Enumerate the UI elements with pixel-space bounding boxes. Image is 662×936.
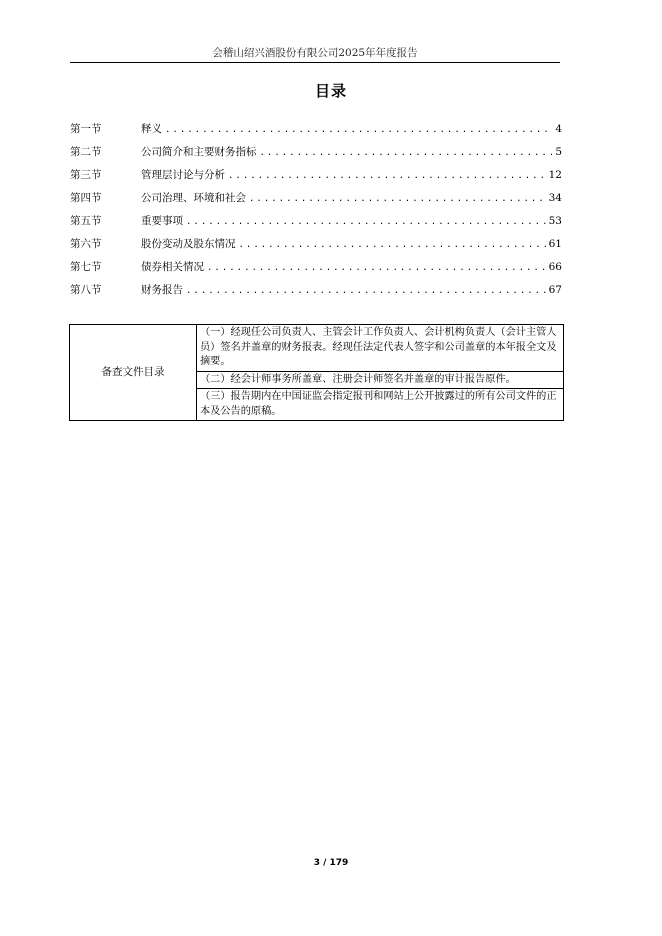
- toc-dot-leader: [186, 217, 546, 227]
- reference-document-item: （三）报告期内在中国证监会指定报刊和网站上公开披露过的所有公司文件的正本及公告的原稿。: [197, 389, 564, 421]
- toc-dot-leader: [260, 148, 553, 158]
- toc-page-number: 66: [548, 261, 562, 273]
- toc-section-name: 债券相关情况: [141, 261, 204, 273]
- toc-entry[interactable]: [70, 259, 562, 282]
- toc-page-number: 12: [548, 169, 562, 181]
- toc-entry[interactable]: [70, 167, 562, 190]
- table-row: [70, 325, 564, 372]
- toc-section-name: 公司简介和主要财务指标: [141, 146, 257, 158]
- page-number: 3 / 179: [313, 858, 349, 868]
- toc-page-number: 5: [555, 146, 562, 158]
- reference-documents-table: [69, 324, 564, 421]
- toc-entry[interactable]: [70, 213, 562, 236]
- reference-document-item: （二）经会计师事务所盖章、注册会计师签名并盖章的审计报告原件。: [197, 371, 564, 389]
- toc-section-name: 财务报告: [141, 284, 183, 296]
- table-of-contents: [70, 121, 562, 305]
- toc-title: 目录: [314, 82, 347, 100]
- toc-dot-leader: [186, 286, 546, 296]
- reference-documents-label: 备查文件目录: [70, 325, 197, 421]
- page-header: 会稽山绍兴酒股份有限公司2025年年度报告: [212, 47, 418, 59]
- toc-section-name: 管理层讨论与分析: [141, 169, 225, 181]
- toc-dot-leader: [249, 194, 546, 204]
- toc-dot-leader: [239, 240, 546, 250]
- toc-section-name: 释义: [141, 123, 162, 135]
- toc-entry[interactable]: [70, 236, 562, 259]
- toc-dot-leader: [207, 263, 546, 273]
- toc-entry[interactable]: [70, 190, 562, 213]
- toc-section-name: 公司治理、环境和社会: [141, 192, 246, 204]
- toc-section-number: 第六节: [70, 238, 102, 250]
- toc-page-number: 53: [548, 215, 562, 227]
- toc-entry[interactable]: [70, 282, 562, 305]
- toc-section-name: 重要事项: [141, 215, 183, 227]
- toc-page-number: 67: [548, 284, 562, 296]
- toc-entry[interactable]: [70, 121, 562, 144]
- toc-section-number: 第二节: [70, 146, 102, 158]
- toc-dot-leader: [165, 125, 552, 135]
- toc-page-number: 4: [555, 123, 562, 135]
- toc-section-number: 第七节: [70, 261, 102, 273]
- header-divider: [70, 62, 560, 63]
- toc-section-number: 第八节: [70, 284, 102, 296]
- toc-section-number: 第四节: [70, 192, 102, 204]
- toc-entry[interactable]: [70, 144, 562, 167]
- toc-section-name: 股份变动及股东情况: [141, 238, 236, 250]
- toc-page-number: 61: [548, 238, 562, 250]
- toc-dot-leader: [228, 171, 546, 181]
- toc-page-number: 34: [548, 192, 562, 204]
- toc-section-number: 第五节: [70, 215, 102, 227]
- reference-document-item: （一）经现任公司负责人、主管会计工作负责人、会计机构负责人（会计主管人员）签名并盖章的财务报表。经现任法定代表人签字和公司盖章的本年报全文及摘要。: [197, 325, 564, 372]
- toc-section-number: 第三节: [70, 169, 102, 181]
- toc-section-number: 第一节: [70, 123, 102, 135]
